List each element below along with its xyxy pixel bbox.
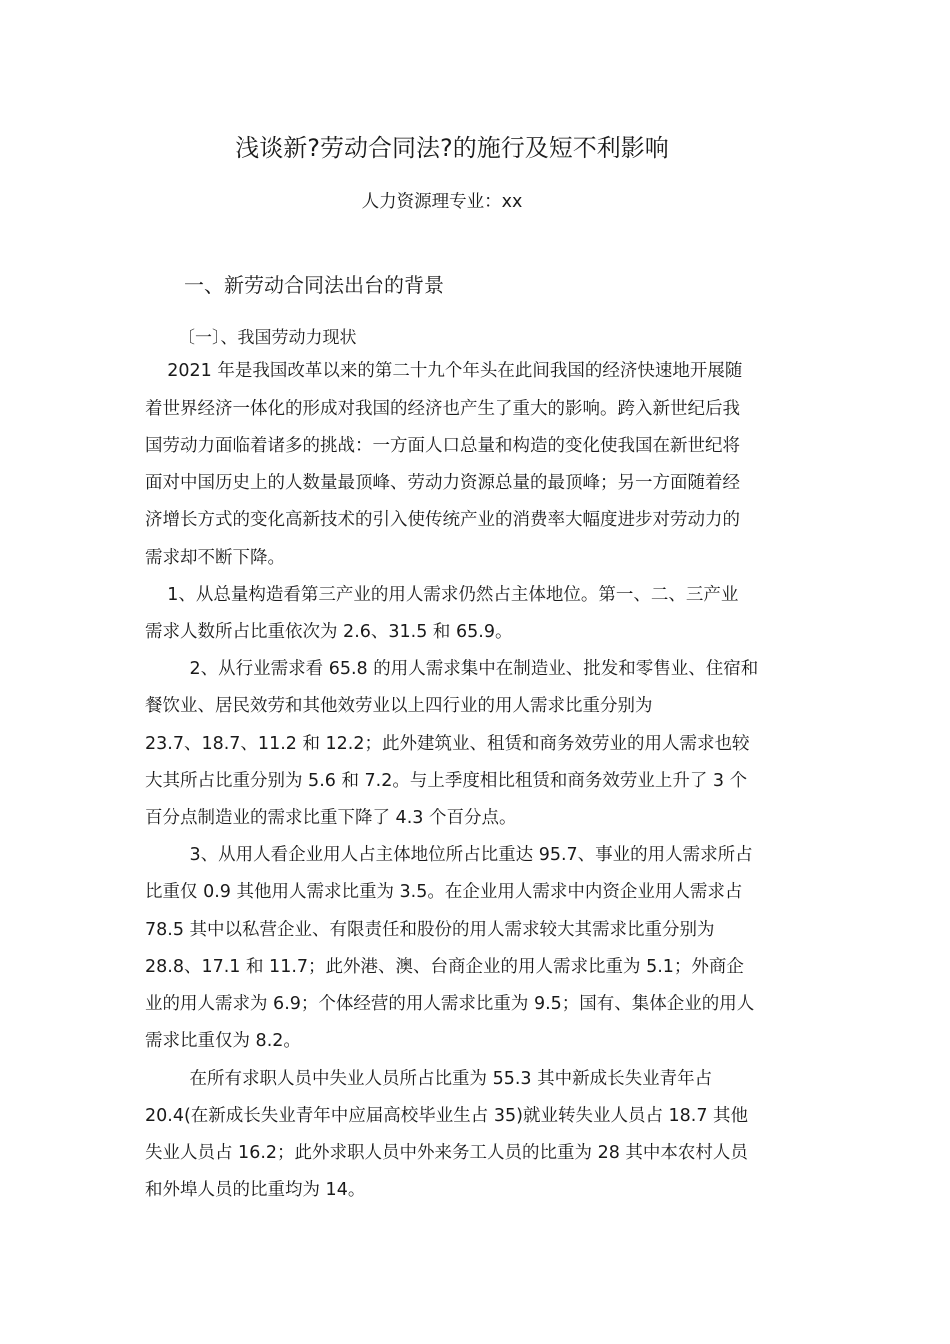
body-line: 需求比重仅为 8.2。 [145,1031,301,1051]
body-line: 济增长方式的变化高新技术的引入使传统产业的消费率大幅度进步对劳动力的 [145,510,740,530]
body-line: 在所有求职人员中失业人员所占比重为 55.3 其中新成长失业青年占 [145,1069,713,1089]
body-line: 需求人数所占比重依次为 2.6、31.5 和 65.9。 [145,622,513,642]
body-line: 面对中国历史上的人数量最顶峰、劳动力资源总量的最顶峰；另一方面随着经 [145,473,740,493]
section-heading: 一、新劳动合同法出台的背景 [184,273,444,297]
body-line: 失业人员占 16.2；此外求职人员中外来务工人员的比重为 28 其中本农村人员 [145,1143,748,1163]
body-line: 比重仅 0.9 其他用人需求比重为 3.5。在企业用人需求中内资企业用人需求占 [145,882,743,902]
body-line: 着世界经济一体化的形成对我国的经济也产生了重大的影响。跨入新世纪后我 [145,399,740,419]
body-line: 20.4(在新成长失业青年中应届高校毕业生占 35)就业转失业人员占 18.7 其他 [145,1106,749,1126]
body-line: 3、从用人看企业用人占主体地位所占比重达 95.7、事业的用人需求所占 [145,845,753,865]
subsection-heading: 〔一〕、我国劳动力现状 [178,328,357,348]
body-line: 和外埠人员的比重均为 14。 [145,1180,366,1200]
body-line: 业的用人需求为 6.9；个体经营的用人需求比重为 9.5；国有、集体企业的用人 [145,994,755,1014]
body-line: 23.7、18.7、11.2 和 12.2；此外建筑业、租赁和商务效劳业的用人需求也较 [145,734,750,754]
body-line: 28.8、17.1 和 11.7；此外港、澳、台商企业的用人需求比重为 5.1；外商企 [145,957,744,977]
body-line: 百分点制造业的需求比重下降了 4.3 个百分点。 [145,808,517,828]
body-line: 1、从总量构造看第三产业的用人需求仍然占主体地位。第一、二、三产业 [145,585,739,605]
body-line: 78.5 其中以私营企业、有限责任和股份的用人需求较大其需求比重分别为 [145,920,715,940]
body-line: 国劳动力面临着诸多的挑战：一方面人口总量和构造的变化使我国在新世纪将 [145,436,740,456]
author-line: 人力资源理专业：xx [361,192,523,212]
body-line: 2、从行业需求看 65.8 的用人需求集中在制造业、批发和零售业、住宿和 [145,659,759,679]
body-line: 餐饮业、居民效劳和其他效劳业以上四行业的用人需求比重分别为 [145,696,653,716]
body-line: 大其所占比重分别为 5.6 和 7.2。与上季度相比租赁和商务效劳业上升了 3 个 [145,771,748,791]
document-title: 浅谈新?劳动合同法?的施行及短不利影响 [235,134,669,162]
body-line: 2021 年是我国改革以来的第二十九个年头在此间我国的经济快速地开展随 [145,361,743,381]
body-line: 需求却不断下降。 [145,548,285,568]
